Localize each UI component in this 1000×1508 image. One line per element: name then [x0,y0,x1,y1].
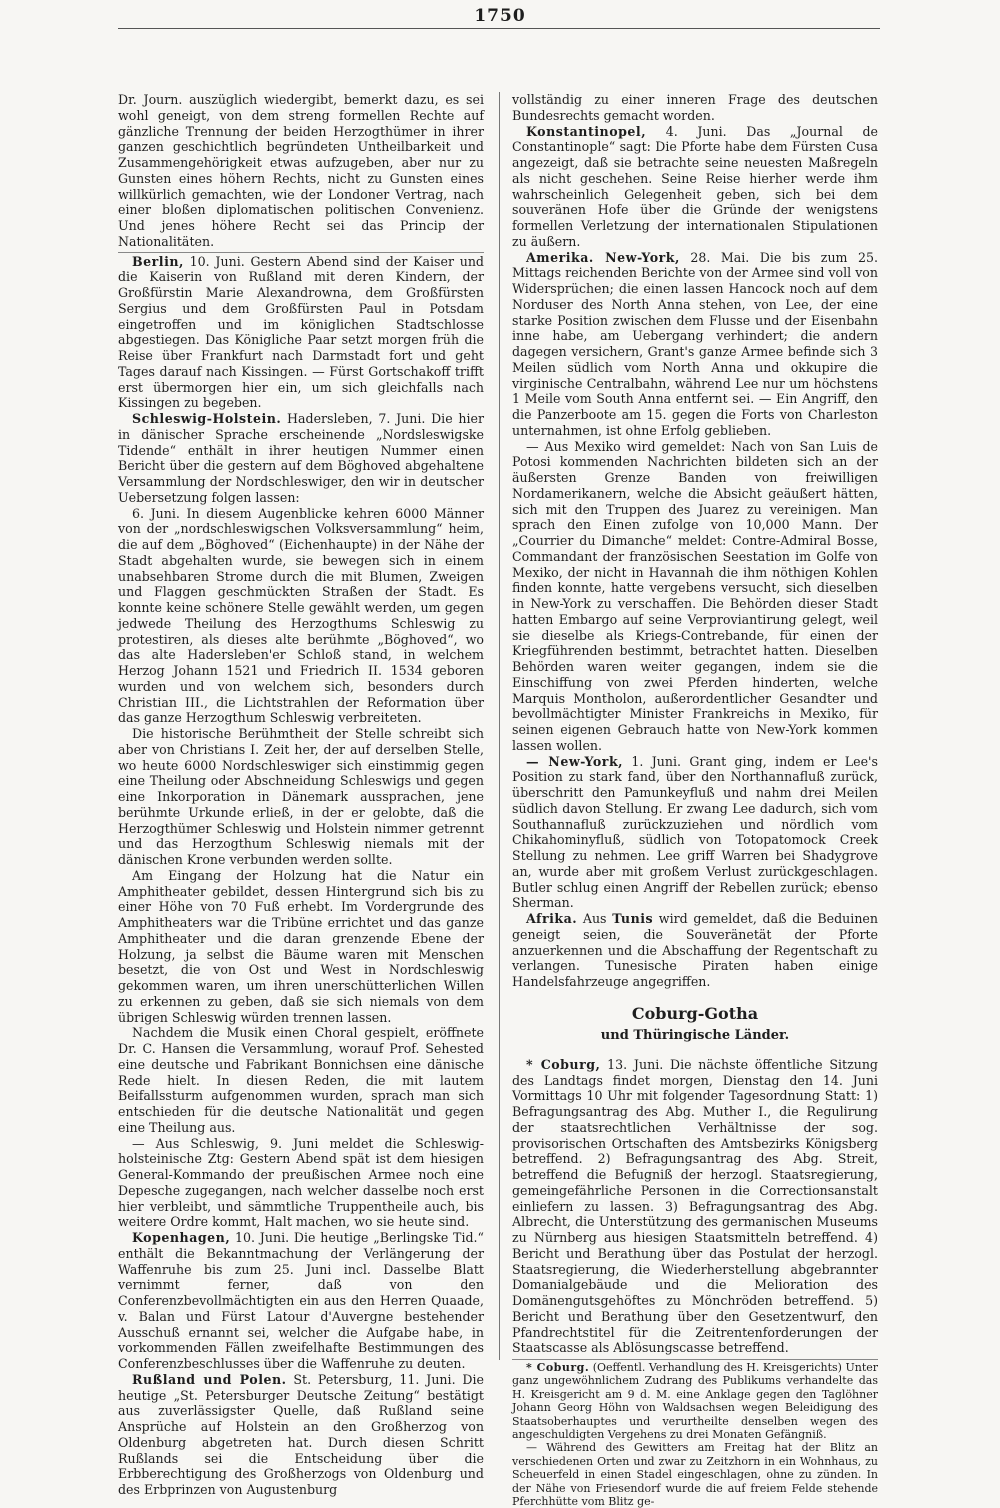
dateline-place: New-York, [593,249,680,265]
article-afrika [512,911,878,990]
article-paragraph: Am Eingang der Holzung hat die Natur ein Amphitheater gebildet, dessen Hintergrund sich bis zu einer Höhe von 70 Fuß erhebt. Im Vordergrunde des Amphitheaters war die Tribüne errichtet und das ganze Amphitheater und die daran grenzende Ebene der Holzung, ja selbst die Bäume waren mit Menschen besetzt, die von Ost und West in Nordschleswig gekommen waren, um ihren unerschütterlichen Willen zu erkennen zu geben, daß sie sich niemals von dem übrigen Schleswig würden trennen lassen. [118,867,484,1025]
article-text: 13. Juni. Die nächste öffentliche Sitzung des Landtags findet morgen, Dienstag den 14. Juni Vormittags 10 Uhr mit folgender Tagesordnung Statt: 1) Befragungsantrag des Abg. Muther I., die Regulirung der staatsrechtlichen Verhältnisse der sog. provisorischen Ortschaften des Amtsbezirks Königsberg betreffend. 2) Befragungsantrag des Abg. Streit, betreffend die Befugniß der herzogl. Staatsregierung, gemeingefährliche Personen in die Correctionsanstalt einliefern zu lassen. 3) Befragungsantrag des Abg. Albrecht, die Unterstützung des germanischen Museums zu Nürnberg aus hiesigen Staatsmitteln betreffend. 4) Bericht und Berathung über das Postulat der herzogl. Staatsregierung, die Wiederherstellung abgebrannter Domanialgebäude und die Melioration des Domänengutsgehöftes zu Mönchröden betreffend. 5) Bericht und Berathung über den Gesetzentwurf, den Pfandrechtstitel für die Zeitrentenforderungen der Staatscasse als Ablösungscasse betreffend. [512,1056,878,1356]
section-subheading: und Thüringische Länder. [600,1027,790,1043]
article-konstantinopel [512,124,878,250]
article-text: 10. Juni. Die heutige „Berlingske Tid.“ enthält die Bekanntmachung der Verlängerung der Waffenruhe bis zum 25. Juni incl. Dasselbe Blatt vernimmt ferner, daß von den Conferenzbevollmächtigten ein aus den Herren Quaade, v. Balan und Fürst Latour d'Auvergne bestehender Ausschuß ernannt sei, welcher die Aufgabe habe, in vorkommenden Fällen zweifelhafte Bestimmungen des Conferenzbeschlusses über die Waffenruhe zu deuten. [118,1230,484,1371]
article-russland [118,1372,484,1498]
column-divider [499,92,500,1360]
dateline-place: Kopenhagen, [132,1230,231,1245]
article-text: St. Petersburg, 11. Juni. Die heutige „St. Petersburger Deutsche Zeitung“ bestätigt aus zuverlässigster Quelle, daß Rußland seine Ansprüche auf Holstein an den Großherzog von Oldenburg abgetreten hat. Durch diesen Schritt Rußlands sei die Entscheidung über die Erbberechtigung des Großherzogs von Oldenburg und des Erbprinzen von Augustenburg [118,1371,484,1497]
article-paragraph: Die historische Berühmtheit der Stelle schreibt sich aber von Christians I. Zeit her, der auf derselben Stelle, wo heute 6000 Nordschleswiger sich einstimmig gegen eine Theilung oder Abschneidung Schleswigs und gegen eine Inkorporation in Dänemark aussprachen, jene berühmte Urkunde erließ, in der er gelobte, daß die Herzogthümer Schleswig und Holstein nimmer getrennt und das Herzogthum Schleswig niemals mit der dänischen Krone verbunden werden sollte. [118,726,484,867]
article-coburg [512,1057,878,1356]
small-print-section [512,1359,878,1508]
article-paragraph: — Aus Mexiko wird gemeldet: Nach von San Luis de Potosi kommenden Nachrichten bildeten sich an der äußersten Grenze Banden von freiwilligen Nordamerikanern, welche die Absicht geäußert hätten, sich mit den Truppen des Juarez zu vereinigen. Man sprach den Einen zufolge von 10,000 Mann. Der „Courrier du Dimanche“ meldet: Contre-Admiral Bosse, Commandant der französischen Seestation im Golfe von Mexiko, der nicht in Havannah die ihm nöthigen Kohlen finden konnte, hatte vergebens versucht, sich dieselben in New-York zu verschaffen. Die Behörden dieser Stadt hatten Embargo auf seine Verproviantirung gelegt, weil sie dieselbe als Kriegs-Contrebande, für einen der Kriegführenden bestimmt, betrachtet hatten. Dieselben Behörden waren weiter gegangen, indem sie die Einschiffung von zwei Pferden hinderten, welche Marquis Montholon, außerordentlicher Gesandter und bevollmächtigter Minister Frankreichs in Mexiko, für seinen eigenen Gebrauch hatte von New-York kommen lassen wollen. [512,438,878,753]
article-amerika [512,250,878,439]
article-coburg-court [512,1359,878,1441]
section-heading: Coburg-Gotha [631,1003,759,1023]
article-paragraph: Dr. Journ. auszüglich wiedergibt, bemerkt dazu, es sei wohl geneigt, von dem streng formellen Rechte auf gänzliche Trennung der beiden Herzogthümer in ihrer ganzen geschichtlich begründeten Untheilbarkeit und Zusammengehörigkeit etwas aufzugeben, aber nur zu Gunsten eines höhern Rechts, nicht zu Gunsten eines willkürlich gemachten, wie der Londoner Vertrag, nach einer bloßen diplomatischen politischen Convenienz. Und jenes höhere Recht sei das Princip der Nationalitäten. [118,92,484,249]
left-column [118,92,484,1497]
dateline-place: Konstantinopel, [526,123,647,139]
page-number: 1750 [474,6,526,26]
dateline-place: Tunis [612,911,654,926]
article-text: Aus [577,911,613,926]
section-label: Amerika. [526,249,594,265]
dateline-place: Schleswig-Holstein. [132,411,282,426]
article-schleswig-holstein [118,411,484,506]
article-paragraph: vollständig zu einer inneren Frage des deutschen Bundesrechts gemacht worden. [512,92,878,123]
right-column [512,92,879,1508]
article-text: Hadersleben, 7. Juni. Die hier in dänischer Sprache erscheinende „Nordsleswigske Tidende“ enthält in ihrer heutigen Nummer einen Bericht über die gestern auf dem Böghoved abgehaltene Versammlung der Nordschleswiger, den wir in deutscher Uebersetzung folgen lassen: [118,411,484,505]
header-rule [118,28,880,29]
dateline-place: * Coburg. [526,1361,590,1374]
dateline-place: Berlin, [132,253,184,269]
article-paragraph: Nachdem die Musik einen Choral gespielt, eröffnete Dr. C. Hansen die Versammlung, worauf Prof. Sehested eine deutsche und Fabrikant Bonnichsen eine dänische Rede hielt. In diesen Reden, die mit lautem Beifallssturm aufgenommen wurden, sprach man sich entschieden für die deutsche Nationalität und gegen eine Theilung aus. [118,1025,484,1135]
dateline-place: — New-York, [526,753,624,769]
article-new-york [512,754,878,912]
article-text: 28. Mai. Die bis zum 25. Mittags reichenden Berichte von der Armee sind voll von Widersprüchen; die einen lassen Hancock noch auf dem Norduser des North Anna stehen, von Lee, der eine starke Position zwischen dem Flusse und der Eisenbahn inne habe, am Uebergang verhindert; die andern dagegen versichern, Grant's ganze Armee befinde sich 3 Meilen südlich vom North Anna und okkupire die virginische Centralbahn, während Lee nur um höchstens 1 Meile vom South Anna entfernt sei. — Ein Angriff, den die Panzerboote am 15. gegen die Forts von Charleston unternahmen, ist ohne Erfolg geblieben. [512,249,878,438]
article-text: (Oeffentl. Verhandlung des H. Kreisgerichts) Unter ganz ungewöhnlichem Zudrang des Publikums verhandelte das H. Kreisgericht am 9 d. M. eine Anklage gegen den Taglöhner Johann Georg Höhn von Waldsachsen wegen Beleidigung des Staatsoberhauptes und verurtheilte denselben wegen des angeschuldigten Vergehens zu drei Monaten Gefängniß. [512,1361,879,1442]
article-kopenhagen [118,1230,484,1372]
article-paragraph: — Aus Schleswig, 9. Juni meldet die Schleswig-holsteinische Ztg: Gestern Abend spät ist dem hiesigen General-Kommando der preußischen Armee noch eine Depesche zugegangen, nach welcher dasselbe noch erst hier verbleibt, und sämmtliche Truppentheile auch, bis weitere Ordre kommt, Halt machen, wo sie heute sind. [118,1135,484,1230]
section-label: Afrika. [526,911,578,926]
article-paragraph: — Während des Gewitters am Freitag hat der Blitz an verschiedenen Orten und zwar zu Zeitzhorn in ein Wohnhaus, zu Scheuerfeld in einen Stadel eingeschlagen, ohne zu zünden. In der Nähe von Friesendorf wurde die auf freiem Felde stehende Pferchhütte vom Blitz ge- [512,1441,878,1508]
dateline-place: Rußland und Polen. [132,1371,287,1387]
article-text: 10. Juni. Gestern Abend sind der Kaiser und die Kaiserin von Rußland mit deren Kindern, der Großfürstin Marie Alexandrowna, dem Großfürsten Sergius und dem Großfürsten Paul in Potsdam eingetroffen und im königlichen Stadtschlosse abgestiegen. Das Königliche Paar setzt morgen früh die Reise über Frankfurt nach Darmstadt fort und geht Tages darauf nach Kissingen. — Fürst Gortschakoff trifft erst übermorgen hier ein, um sich gleichfalls nach Kissingen zu begeben. [118,253,484,411]
article-paragraph: 6. Juni. In diesem Augenblicke kehren 6000 Männer von der „nordschleswigschen Volksversammlung“ heim, die auf dem „Böghoved“ (Eichenhaupte) in der Nähe der Stadt abgehalten wurde, sie bewegen sich in einem unabsehbaren Strome durch die mit Blumen, Zweigen und Flaggen geschmückten Straßen der Stadt. Es konnte keine schönere Stelle gewählt werden, um gegen jedwede Theilung des Herzogthums Schleswig zu protestiren, als dieses alte berühmte „Böghoved“, wo das alte Hadersleben'er Schloß stand, in welchem Herzog Johann 1521 und Friedrich II. 1534 geboren wurden und von welchem sich, besonders durch Christian III., die Lichtstrahlen der Reformation über das ganze Herzogthum Schleswig verbreiteten. [118,505,484,726]
article-text: 4. Juni. Das „Journal de Constantinople“ sagt: Die Pforte habe dem Fürsten Cusa angezeigt, daß sie betrachte seine neuesten Maßregeln als nicht geschehen. Seine Reise hierher werde ihm wahrscheinlich Gelegenheit geben, sich bei dem souveränen Hofe über die Gründe der wenigstens formellen Verletzung der internationalen Stipulationen zu äußern. [512,123,878,249]
article-text: 1. Juni. Grant ging, indem er Lee's Position zu stark fand, über den Northannafluß zurück, überschritt den Pamunkeyfluß und nahm drei Meilen südlich davon Stellung. Er zwang Lee dadurch, sich vom Southannafluß zurückzuziehen und nördlich vom Chikahominyfluß, südlich von Totopatomock Creek Stellung zu nehmen. Lee griff Warren bei Shadygrove an, wurde aber mit großem Verlust zurückgeschlagen. Butler schlug einen Angriff der Rebellen zurück; ebenso Sherman. [512,753,878,911]
article-text: wird gemeldet, daß die Beduinen geneigt seien, die Souveränetät der Pforte anzuerkennen und die Abschaffung der Regentschaft zu verlangen. Tunesische Piraten haben einige Handelsfahrzeuge angegriffen. [512,911,878,989]
dateline-place: * Coburg, [526,1056,601,1072]
article-berlin [118,252,484,412]
